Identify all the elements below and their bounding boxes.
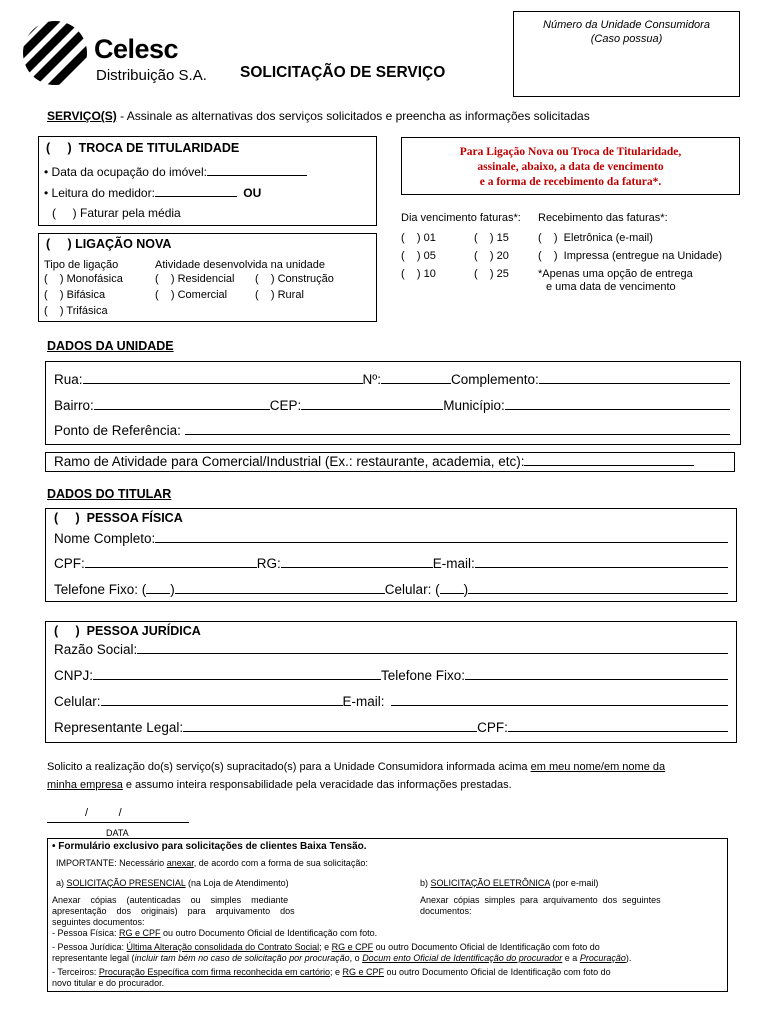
company-docs2-proc: Procuração [579,953,626,963]
holder-data-heading: DADOS DO TITULAR [47,487,172,501]
delivery-electronic[interactable]: ( ) Eletrônica (e-mail) [538,232,653,244]
company-docs-and: ; e [319,942,332,952]
eletronica-note: (por e-mail) [549,878,599,888]
company-mobile-label: Celular: [54,694,101,709]
date-field[interactable] [47,806,189,823]
presencial-text-3: seguintes documentos: [52,917,145,927]
important-attach: anexar [166,858,194,868]
activity-branch-label: Ramo de Atividade para Comercial/Industrial (Ex.: restaurante, academia, etc): [54,454,525,469]
activity-branch-box [45,452,735,472]
neighborhood-label: Bairro: [54,398,94,413]
troca-title[interactable]: ( ) TROCA DE TITULARIDADE [46,141,240,155]
municipality-label: Município: [443,398,505,413]
company-landline-label: Telefone Fixo: [381,668,466,683]
company-docs2-b: , o [349,953,363,963]
third-party-docs-line [52,967,611,977]
comercial-checkbox[interactable]: ( ) Comercial [155,289,228,301]
company-docs-prefix: - Pessoa Jurídica: [52,942,127,952]
landline-area-field[interactable] [146,592,170,594]
landline-close: ) [170,582,175,597]
neighborhood-field[interactable] [94,408,270,410]
single-option-note-1: *Apenas uma opção de entrega [538,268,693,280]
company-docs2-c: e a [562,953,580,963]
company-docs-ids: RG e CPF [331,942,374,952]
consumer-unit-subtitle: (Caso possua) [590,33,663,45]
low-voltage-title: • Formulário exclusivo para solicitações de clientes Baixa Tensão. [52,841,367,852]
third-party-proxy: Procuração Específica com firma reconhecida em cartório [98,967,330,977]
full-name-field[interactable] [155,541,728,543]
bifasica-checkbox[interactable]: ( ) Bifásica [44,289,106,301]
services-instruction: - Assinale as alternativas dos serviços solicitados e preencha as informações solicitadas [116,109,590,123]
mobile-label: Celular: ( [384,582,440,597]
company-box [45,621,737,743]
legal-rep-cpf-field[interactable] [508,730,728,732]
cep-field[interactable] [301,408,443,410]
legal-rep-cpf-label: CPF: [477,720,508,735]
residencial-checkbox[interactable]: ( ) Residencial [155,273,235,285]
municipality-field[interactable] [505,408,730,410]
notice-line-3: e a forma de recebimento da fatura*. [479,176,662,188]
celesc-logo [22,20,207,88]
occupation-date-label: • Data da ocupação do imóvel: [44,165,207,179]
delivery-printed[interactable]: ( ) Impressa (entregue na Unidade) [538,250,723,262]
logo-name: Celesc [94,34,179,64]
consumer-unit-title: Número da Unidade Consumidora [543,19,710,31]
due-day-20[interactable]: ( ) 20 [474,250,509,262]
notice-line-2: assinale, abaixo, a data de vencimento [477,161,664,173]
individual-docs-ids: RG e CPF [119,928,161,938]
email-field[interactable] [475,566,728,568]
full-name-label: Nome Completo: [54,531,156,546]
ou-label: OU [243,186,262,200]
third-party-and: ; e [329,967,343,977]
eletronica-text-2: documentos: [420,906,472,916]
presencial-text-2: apresentação dos originais) para arquivamento dos [52,906,295,916]
unit-data-box [45,361,741,445]
eletronica-text-1: Anexar cópias simples para arquivamento dos seguintes [420,895,661,905]
declaration-underline-2: minha empresa [47,779,123,791]
cpf-label: CPF: [54,556,85,571]
notice-line-1: Para Ligação Nova ou Troca de Titularidade, [459,146,682,158]
company-email-field[interactable] [391,704,728,706]
company-mobile-field[interactable] [101,704,343,706]
meter-reading-label: • Leitura do medidor: [44,186,155,200]
eletronica-heading [420,878,598,888]
company-email-label: E-mail: [342,694,385,709]
complement-field[interactable] [539,382,730,384]
ligacao-title[interactable]: ( ) LIGAÇÃO NOVA [46,237,172,251]
third-party-rest: ou outro Documento Oficial de Identificação com foto do [384,967,611,977]
email-label: E-mail: [432,556,475,571]
logo-subtitle: Distribuição S.A. [96,67,207,84]
unit-data-heading: DADOS DA UNIDADE [47,339,174,353]
services-intro [47,109,590,123]
company-docs-line-2 [52,953,631,963]
due-day-10[interactable]: ( ) 10 [401,268,436,280]
date-label: DATA [106,828,129,838]
notice-box [401,137,740,195]
monofasica-checkbox[interactable]: ( ) Monofásica [44,273,123,285]
company-docs-contract: Última Alteração consolidada do Contrato Social [126,942,320,952]
company-landline-field[interactable] [465,678,728,680]
troca-titularidade-box [38,136,377,226]
due-day-25[interactable]: ( ) 25 [474,268,509,280]
cep-label: CEP: [269,398,302,413]
occupation-date-field[interactable] [207,164,307,176]
presencial-title: SOLICITAÇÃO PRESENCIAL [66,878,186,888]
meter-reading-field[interactable] [155,185,237,197]
number-label: Nº: [362,372,381,387]
third-party-ids: RG e CPF [342,967,384,977]
company-title[interactable]: ( ) PESSOA JURÍDICA [54,624,201,638]
legal-rep-label: Representante Legal: [54,720,184,735]
faturar-media-checkbox[interactable]: ( ) Faturar pela média [52,206,181,220]
declaration-underline-1: em meu nome/em nome da [530,761,666,773]
company-docs2-proc-id: Docum ento Oficial de Identificação do procurador [362,953,563,963]
landline-field[interactable] [175,592,385,594]
company-docs2-italic: incluir tam bém no caso de solicitação por procuração [134,953,350,963]
eletronica-prefix: b) [420,878,431,888]
instructions-box [47,838,728,992]
individual-docs-line [52,928,377,938]
single-option-note-2: e uma data de vencimento [546,281,676,293]
individual-box [45,508,737,602]
street-field[interactable] [83,382,363,384]
declaration-text-2: e assumo inteira responsabilidade pela veracidade das informações prestadas. [122,779,512,791]
third-party-docs-line-2: novo titular e do procurador. [52,978,165,988]
rural-checkbox[interactable]: ( ) Rural [255,289,304,301]
cnpj-label: CNPJ: [54,668,94,683]
page-title: SOLICITAÇÃO DE SERVIÇO [240,64,446,81]
individual-docs-prefix: - Pessoa Física: [52,928,120,938]
presencial-text-1: Anexar cópias (autenticadas ou simples mediante [52,895,289,905]
eletronica-title: SOLICITAÇÃO ELETRÔNICA [430,878,550,888]
number-field[interactable] [381,382,451,384]
services-label: SERVIÇO(S) [47,109,117,123]
third-party-prefix: - Terceiros: [52,967,99,977]
company-docs2-a: representante legal ( [52,953,135,963]
important-text-b: , de acordo com a forma de sua solicitação: [193,858,368,868]
important-text-a: IMPORTANTE: Necessário [56,858,167,868]
billing-delivery-heading: Recebimento das faturas*: [538,212,668,224]
reference-point-label: Ponto de Referência: [54,423,181,438]
declaration-line-1 [47,761,665,773]
mobile-field[interactable] [468,592,728,594]
activity-branch-field[interactable] [524,464,694,466]
landline-label: Telefone Fixo: ( [54,582,147,597]
legal-rep-field[interactable] [183,730,477,732]
company-docs-line [52,942,600,952]
rg-label: RG: [256,556,281,571]
activity-label: Atividade desenvolvida na unidade [155,259,326,271]
individual-title[interactable]: ( ) PESSOA FÍSICA [54,511,183,525]
important-line [56,858,368,868]
due-day-15[interactable]: ( ) 15 [474,232,509,244]
mobile-close: ) [463,582,469,597]
construcao-checkbox[interactable]: ( ) Construção [255,273,334,285]
declaration-line-2 [47,779,512,791]
complement-label: Complemento: [450,372,539,387]
mobile-area-field[interactable] [440,592,464,594]
presencial-heading [56,878,289,888]
company-docs2-d: ). [625,953,632,963]
street-label: Rua: [54,372,83,387]
rg-field[interactable] [281,566,433,568]
company-name-field[interactable] [137,652,728,654]
company-docs-rest: ou outro Documento Oficial de Identificação com foto do [373,942,600,952]
consumer-unit-box[interactable] [513,11,740,97]
presencial-note: (na Loja de Atendimento) [185,878,289,888]
due-day-heading: Dia vencimento faturas*: [401,212,521,224]
ligacao-nova-box [38,233,377,322]
due-day-01[interactable]: ( ) 01 [401,232,436,244]
cpf-field[interactable] [85,566,257,568]
cnpj-field[interactable] [93,678,381,680]
presencial-prefix: a) [56,878,67,888]
declaration-text-1: Solicito a realização do(s) serviço(s) supracitado(s) para a Unidade Consumidora informada acima [47,761,531,773]
date-slashes: / / [85,807,122,819]
trifasica-checkbox[interactable]: ( ) Trifásica [44,305,108,317]
reference-point-field[interactable] [185,433,730,435]
individual-docs-rest: ou outro Documento Oficial de Identificação com foto. [160,928,378,938]
company-name-label: Razão Social: [54,642,138,657]
celesc-logo-mark-icon [22,20,88,86]
due-day-05[interactable]: ( ) 05 [401,250,436,262]
connection-type-label: Tipo de ligação [44,259,119,271]
